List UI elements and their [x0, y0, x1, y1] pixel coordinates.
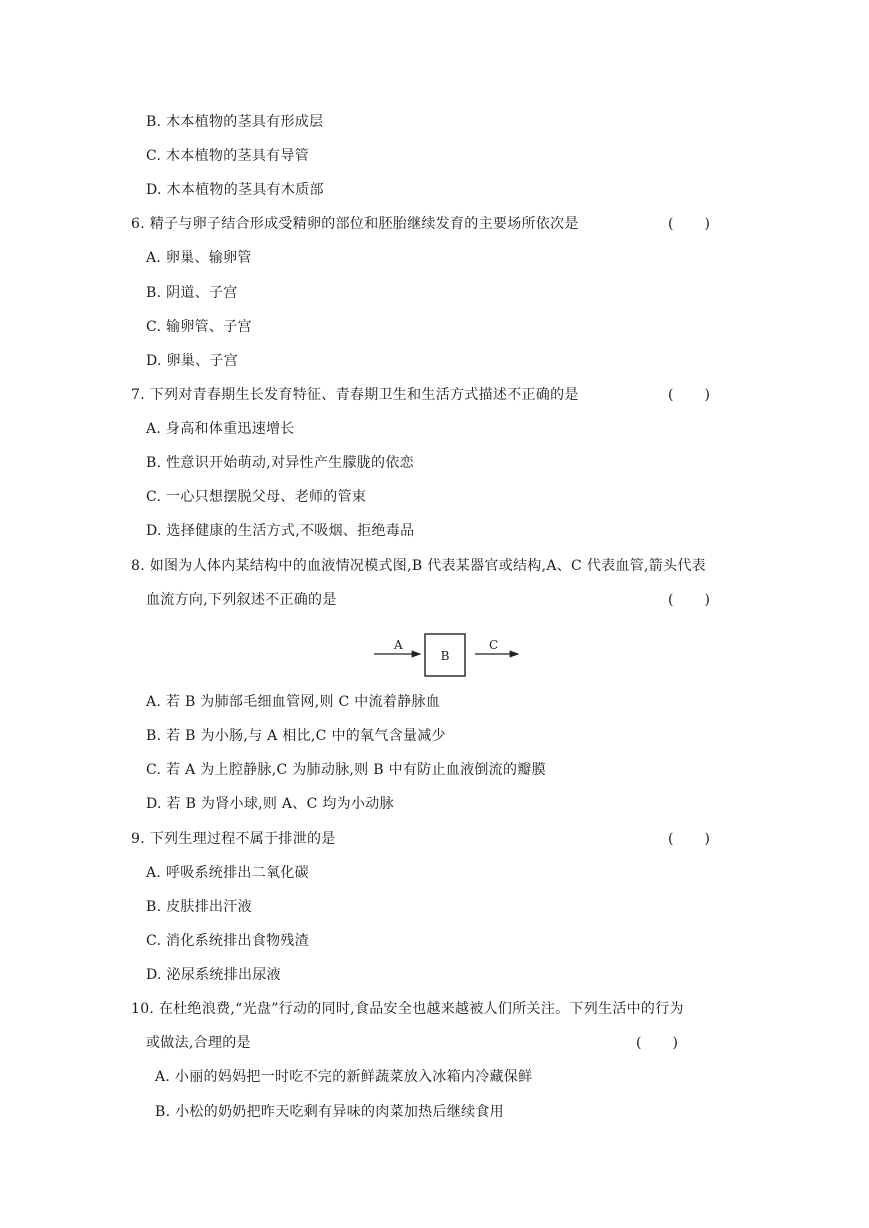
q7-option-b: B. 性意识开始萌动,对异性产生朦胧的依恋 [146, 455, 414, 471]
q9-option-b: B. 皮肤排出汗液 [146, 899, 252, 915]
q8-stem-line1: 8. 如图为人体内某结构中的血液情况模式图,B 代表某器官或结构,A、C 代表血管,箭头代表 [131, 558, 706, 574]
q9-option-c: C. 消化系统排出食物残渣 [146, 933, 310, 949]
q6-option-b: B. 阴道、子宫 [146, 285, 238, 301]
q7-option-d: D. 选择健康的生活方式,不吸烟、拒绝毒品 [146, 523, 415, 539]
q7-option-c: C. 一心只想摆脱父母、老师的管束 [146, 489, 367, 505]
q7-stem: 7. 下列对青春期生长发育特征、青春期卫生和生活方式描述不正确的是 [131, 387, 579, 403]
q10-option-a: A. 小丽的妈妈把一时吃不完的新鲜蔬菜放入冰箱内冷藏保鲜 [155, 1069, 533, 1085]
q9-option-a: A. 呼吸系统排出二氧化碳 [146, 865, 309, 881]
q9-option-d: D. 泌尿系统排出尿液 [146, 967, 281, 983]
q6-option-d: D. 卵巢、子宫 [146, 353, 239, 369]
q10-stem-line1: 10. 在杜绝浪费,“光盘”行动的同时,食品安全也越来越被人们所关注。下列生活中的行为 [131, 1001, 684, 1017]
q5-option-c: C. 木本植物的茎具有导管 [146, 148, 310, 164]
label-a: A [394, 638, 403, 652]
q10-option-b: B. 小松的奶奶把昨天吃剩有异味的肉菜加热后继续食用 [155, 1104, 504, 1120]
q8-blood-flow-diagram [370, 630, 530, 680]
label-c: C [489, 638, 499, 652]
q9-answer-bracket: ( ) [668, 831, 711, 847]
q8-option-b: B. 若 B 为小肠,与 A 相比,C 中的氧气含量减少 [146, 728, 446, 744]
q8-answer-bracket: ( ) [668, 592, 711, 608]
q8-option-c: C. 若 A 为上腔静脉,C 为肺动脉,则 B 中有防止血液倒流的瓣膜 [146, 762, 546, 778]
q5-option-d: D. 木本植物的茎具有木质部 [146, 182, 324, 198]
q6-option-a: A. 卵巢、输卵管 [146, 250, 252, 266]
q7-answer-bracket: ( ) [668, 387, 711, 403]
q8-option-d: D. 若 B 为肾小球,则 A、C 均为小动脉 [146, 796, 394, 812]
label-b: B [440, 649, 450, 663]
q7-option-a: A. 身高和体重迅速增长 [146, 421, 295, 437]
q10-answer-bracket: ( ) [636, 1035, 679, 1051]
q6-answer-bracket: ( ) [668, 216, 711, 232]
q6-option-c: C. 输卵管、子宫 [146, 319, 252, 335]
q8-option-a: A. 若 B 为肺部毛细血管网,则 C 中流着静脉血 [146, 694, 441, 710]
q5-option-b: B. 木本植物的茎具有形成层 [146, 114, 324, 130]
q6-stem: 6. 精子与卵子结合形成受精卵的部位和胚胎继续发育的主要场所依次是 [131, 216, 579, 232]
q9-stem: 9. 下列生理过程不属于排泄的是 [131, 831, 336, 847]
q10-stem-line2: 或做法,合理的是 [146, 1035, 251, 1051]
q8-stem-line2: 血流方向,下列叙述不正确的是 [146, 592, 337, 608]
